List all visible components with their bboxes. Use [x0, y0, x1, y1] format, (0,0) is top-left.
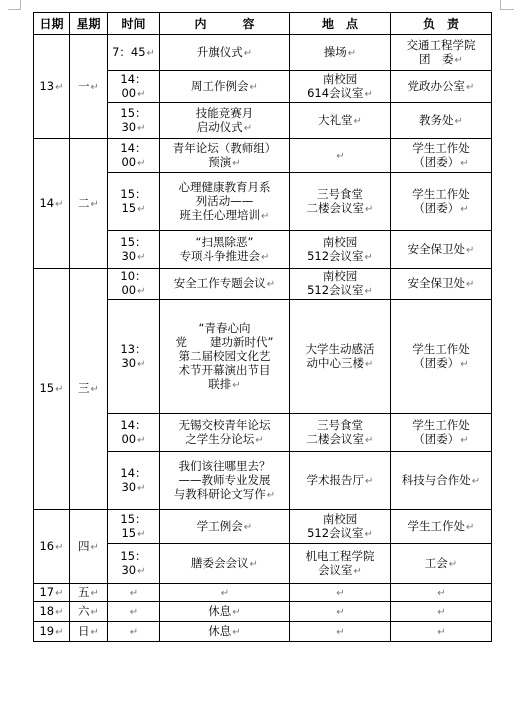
content-line: ——教师专业发展: [178, 472, 271, 487]
paragraph-mark: ↵: [137, 203, 146, 215]
content-line: 技能竞赛月: [195, 105, 254, 120]
date-text: 14: [39, 195, 55, 210]
margin-guide-top: [8, 9, 21, 10]
content-line: 无锡交校青年论坛: [178, 417, 271, 432]
responsible-cell: [391, 622, 492, 642]
paragraph-mark: ↵: [55, 81, 64, 93]
header-time: 时间: [108, 13, 160, 35]
weekday-cell: [70, 510, 108, 584]
paragraph-mark: ↵: [466, 81, 475, 93]
paragraph-mark: ↵: [129, 626, 139, 638]
responsible-line: （团委）↵: [413, 355, 469, 370]
location-line: 机电工程学院: [305, 548, 375, 563]
content-line: 启动仪式↵: [196, 119, 253, 134]
weekday-text: 六: [78, 603, 90, 618]
content-cell: [160, 300, 290, 414]
location-cell: [290, 71, 391, 103]
location-line: 动中心三楼↵: [306, 355, 374, 370]
location-line: 三号食堂: [317, 186, 363, 201]
paragraph-mark: ↵: [437, 606, 446, 618]
content-cell: [160, 602, 290, 622]
content-cell: [160, 452, 290, 510]
content-line: 安全工作专题会议↵: [173, 276, 276, 290]
weekday-text: 三: [78, 381, 90, 395]
date-cell: [34, 510, 70, 584]
paragraph-mark: ↵: [448, 558, 458, 570]
responsible-cell: [391, 231, 492, 269]
paragraph-mark: ↵: [261, 210, 270, 222]
weekday-text: 二: [78, 195, 90, 210]
weekday-cell: [70, 139, 108, 269]
date-cell: [34, 602, 70, 622]
weekday-text: 五: [78, 584, 90, 599]
time-cell: [108, 602, 160, 622]
content-cell: [160, 35, 290, 71]
responsible-line: 安全保卫处↵: [407, 276, 475, 290]
location-line: 操场↵: [323, 44, 357, 59]
paragraph-mark: ↵: [137, 286, 146, 297]
time-cell: [108, 269, 160, 300]
paragraph-mark: ↵: [266, 279, 276, 290]
responsible-cell: [391, 452, 492, 510]
content-cell: [160, 622, 290, 642]
content-line: 与教科研论文写作↵: [173, 486, 276, 501]
location-line: 614会议室↵: [307, 85, 373, 100]
location-cell: [290, 300, 391, 414]
paragraph-mark: ↵: [90, 198, 99, 210]
content-cell: [160, 173, 290, 231]
responsible-line: 安全保卫处↵: [407, 241, 475, 256]
date-text: 19: [39, 623, 55, 638]
location-line: 南校园: [322, 71, 358, 86]
paragraph-mark: ↵: [454, 115, 463, 127]
table-row: [34, 139, 492, 173]
content-cell: [160, 510, 290, 544]
date-cell: [34, 35, 70, 139]
table-row: [34, 35, 492, 71]
paragraph-mark: ↵: [137, 565, 146, 577]
content-cell: [160, 584, 290, 602]
paragraph-mark: ↵: [336, 626, 345, 638]
responsible-cell: [391, 602, 492, 622]
responsible-line: 科技与合作处↵: [401, 472, 481, 487]
date-cell: [34, 269, 70, 510]
responsible-line: 学生工作处: [412, 140, 470, 155]
paragraph-mark: ↵: [460, 358, 469, 370]
paragraph-mark: ↵: [137, 358, 146, 370]
date-text: 16: [39, 538, 55, 553]
time-text: 15：30: [120, 105, 147, 134]
paragraph-mark: ↵: [460, 434, 469, 446]
paragraph-mark: ↵: [336, 606, 345, 618]
paragraph-mark: ↵: [364, 528, 373, 540]
location-cell: [290, 510, 391, 544]
paragraph-mark: ↵: [137, 434, 146, 446]
content-line: “青春心向: [198, 320, 251, 335]
date-text: 17: [39, 584, 55, 599]
time-text: 7：45: [112, 44, 146, 59]
location-cell: [290, 139, 391, 173]
weekday-text: 一: [78, 78, 90, 93]
responsible-cell: [391, 300, 492, 414]
paragraph-mark: ↵: [365, 203, 374, 215]
content-cell: [160, 71, 290, 103]
location-line: 南校园: [322, 511, 358, 526]
paragraph-mark: ↵: [466, 244, 475, 256]
weekday-cell: [70, 35, 108, 139]
content-line: 休息↵: [208, 623, 241, 638]
responsible-cell: [391, 173, 492, 231]
paragraph-mark: ↵: [220, 587, 230, 599]
paragraph-mark: ↵: [137, 88, 146, 100]
content-cell: [160, 103, 290, 139]
location-cell: [290, 269, 391, 300]
table-row: [34, 622, 492, 642]
location-cell: [290, 584, 391, 602]
content-line: 青年论坛（教师组）: [172, 140, 277, 155]
time-cell: [108, 35, 160, 71]
paragraph-mark: ↵: [364, 251, 373, 263]
paragraph-mark: ↵: [437, 626, 446, 638]
paragraph-mark: ↵: [243, 47, 253, 59]
location-line: 512会议室↵: [307, 283, 373, 297]
paragraph-mark: ↵: [90, 81, 99, 93]
date-text: 15: [39, 381, 55, 395]
time-text: 15：15: [120, 511, 147, 540]
paragraph-mark: ↵: [266, 489, 276, 501]
content-line: 心理健康教育月系: [178, 179, 271, 194]
location-line: 三号食堂: [317, 417, 363, 432]
paragraph-mark: ↵: [137, 122, 146, 134]
time-text: 15：15: [120, 186, 147, 215]
location-cell: [290, 602, 391, 622]
weekday-text: 日: [78, 623, 90, 638]
responsible-line: 教务处↵: [419, 112, 463, 127]
weekday-cell: [70, 602, 108, 622]
content-line: 升旗仪式↵: [196, 44, 253, 59]
paragraph-mark: ↵: [55, 606, 64, 618]
location-cell: [290, 173, 391, 231]
date-text: 18: [39, 603, 55, 618]
paragraph-mark: ↵: [55, 198, 64, 210]
location-line: 大学生动感活: [305, 341, 375, 356]
paragraph-mark: ↵: [90, 606, 99, 618]
paragraph-mark: ↵: [336, 587, 345, 599]
time-text: 10：00: [120, 269, 147, 297]
schedule-table: [33, 12, 492, 642]
date-cell: [34, 139, 70, 269]
location-cell: [290, 452, 391, 510]
responsible-line: （团委）↵: [413, 200, 469, 215]
time-cell: [108, 173, 160, 231]
time-text: 14：00: [120, 140, 147, 169]
responsible-cell: [391, 510, 492, 544]
weekday-cell: [70, 584, 108, 602]
time-cell: [108, 452, 160, 510]
paragraph-mark: ↵: [255, 434, 264, 446]
location-line: 南校园: [322, 269, 358, 283]
content-line: 联排↵: [208, 376, 241, 391]
date-text: 13: [39, 78, 55, 93]
content-cell: [160, 231, 290, 269]
paragraph-mark: ↵: [353, 565, 362, 577]
time-cell: [108, 71, 160, 103]
responsible-cell: [391, 71, 492, 103]
time-text: 15：30: [120, 548, 147, 577]
content-line: 预演↵: [208, 154, 241, 169]
responsible-cell: [391, 544, 492, 584]
paragraph-mark: ↵: [90, 626, 99, 638]
paragraph-mark: ↵: [347, 47, 357, 59]
location-line: 512会议室↵: [307, 248, 373, 263]
responsible-line: 团 委↵: [419, 51, 463, 66]
location-line: 二楼会议室↵: [306, 431, 374, 446]
paragraph-mark: ↵: [471, 475, 481, 487]
content-line: 我们该往哪里去？: [178, 458, 271, 473]
paragraph-mark: ↵: [243, 122, 253, 134]
paragraph-mark: ↵: [55, 384, 64, 395]
paragraph-mark: ↵: [55, 626, 64, 638]
paragraph-mark: ↵: [243, 521, 253, 533]
location-line: 会议室↵: [318, 562, 362, 577]
time-cell: [108, 103, 160, 139]
responsible-cell: [391, 584, 492, 602]
weekday-text: 四: [78, 538, 90, 553]
content-line: 专项斗争推进会↵: [179, 248, 270, 263]
paragraph-mark: ↵: [364, 286, 373, 297]
paragraph-mark: ↵: [336, 150, 345, 162]
paragraph-mark: ↵: [232, 626, 241, 638]
location-line: 学术报告厅↵: [306, 472, 374, 487]
paragraph-mark: ↵: [365, 434, 374, 446]
location-cell: [290, 103, 391, 139]
paragraph-mark: ↵: [90, 384, 99, 395]
location-line: 大礼堂↵: [318, 112, 362, 127]
paragraph-mark: ↵: [129, 606, 139, 618]
location-line: 512会议室↵: [307, 525, 373, 540]
content-line: 列活动——: [195, 193, 254, 208]
paragraph-mark: ↵: [146, 47, 155, 59]
date-cell: [34, 584, 70, 602]
location-cell: [290, 622, 391, 642]
paragraph-mark: ↵: [90, 541, 99, 553]
responsible-cell: [391, 103, 492, 139]
paragraph-mark: ↵: [365, 475, 374, 487]
paragraph-mark: ↵: [460, 203, 469, 215]
header-content: 内 容: [160, 13, 290, 35]
content-line: 术节开幕演出节目: [178, 362, 271, 377]
paragraph-mark: ↵: [249, 558, 258, 570]
time-text: 15：30: [120, 234, 147, 263]
paragraph-mark: ↵: [137, 157, 146, 169]
responsible-cell: [391, 139, 492, 173]
paragraph-mark: ↵: [137, 251, 146, 263]
paragraph-mark: ↵: [137, 528, 146, 540]
paragraph-mark: ↵: [137, 482, 146, 494]
responsible-cell: [391, 35, 492, 71]
paragraph-mark: ↵: [232, 157, 241, 169]
responsible-line: （团委）↵: [413, 154, 469, 169]
time-cell: [108, 544, 160, 584]
time-text: 14：00: [120, 71, 147, 100]
date-cell: [34, 622, 70, 642]
time-cell: [108, 139, 160, 173]
time-text: 13：30: [120, 341, 147, 370]
content-cell: [160, 269, 290, 300]
paragraph-mark: ↵: [437, 587, 446, 599]
table-row: [34, 269, 492, 300]
paragraph-mark: ↵: [364, 88, 373, 100]
paragraph-mark: ↵: [261, 251, 270, 263]
paragraph-mark: ↵: [232, 379, 241, 391]
time-cell: [108, 231, 160, 269]
content-line: 学工例会↵: [196, 518, 253, 533]
responsible-line: （团委）↵: [413, 431, 469, 446]
content-cell: [160, 414, 290, 452]
content-line: 膳委会会议↵: [191, 555, 258, 570]
paragraph-mark: ↵: [466, 521, 475, 533]
time-cell: [108, 510, 160, 544]
responsible-line: 党政办公室↵: [407, 78, 475, 93]
location-cell: [290, 231, 391, 269]
responsible-line: 学生工作处: [412, 417, 470, 432]
paragraph-mark: ↵: [460, 157, 469, 169]
paragraph-mark: ↵: [55, 587, 64, 599]
time-text: 14：30: [120, 465, 147, 494]
content-line: 班主任心理培训↵: [179, 207, 270, 222]
header-date: 日期: [34, 13, 70, 35]
header-responsible: 负 责: [391, 13, 492, 35]
paragraph-mark: ↵: [55, 541, 64, 553]
content-cell: [160, 139, 290, 173]
responsible-cell: [391, 414, 492, 452]
responsible-line: 学生工作处↵: [407, 518, 475, 533]
content-line: “扫黑除恶”: [195, 234, 254, 249]
paragraph-mark: ↵: [454, 54, 463, 66]
responsible-line: 工会↵: [424, 555, 458, 570]
responsible-line: 交通工程学院: [406, 37, 476, 52]
time-cell: [108, 300, 160, 414]
location-line: 南校园: [322, 234, 358, 249]
content-line: 党 建功新时代”: [175, 334, 274, 349]
content-line: 之学生分论坛↵: [185, 431, 264, 446]
paragraph-mark: ↵: [365, 358, 374, 370]
paragraph-mark: ↵: [466, 279, 475, 290]
time-text: 14：00: [120, 417, 147, 446]
paragraph-mark: ↵: [90, 587, 99, 599]
margin-guide-top-right: [500, 9, 514, 10]
table-row: [34, 510, 492, 544]
paragraph-mark: ↵: [129, 587, 139, 599]
content-cell: [160, 544, 290, 584]
content-line: 休息↵: [208, 603, 241, 618]
time-cell: [108, 414, 160, 452]
location-cell: [290, 414, 391, 452]
time-cell: [108, 622, 160, 642]
header-location: 地 点: [290, 13, 391, 35]
responsible-cell: [391, 269, 492, 300]
content-line: 第二届校园文化艺: [178, 348, 271, 363]
weekday-cell: [70, 622, 108, 642]
responsible-line: 学生工作处: [412, 341, 470, 356]
location-cell: [290, 544, 391, 584]
content-line: 周工作例会↵: [191, 78, 258, 93]
table-row: [34, 584, 492, 602]
time-cell: [108, 584, 160, 602]
table-row: [34, 602, 492, 622]
header-row: [34, 13, 492, 35]
location-cell: [290, 35, 391, 71]
paragraph-mark: ↵: [232, 606, 241, 618]
paragraph-mark: ↵: [353, 115, 362, 127]
header-weekday: 星期: [70, 13, 108, 35]
location-line: 二楼会议室↵: [306, 200, 374, 215]
weekday-cell: [70, 269, 108, 510]
paragraph-mark: ↵: [249, 81, 258, 93]
responsible-line: 学生工作处: [412, 186, 470, 201]
